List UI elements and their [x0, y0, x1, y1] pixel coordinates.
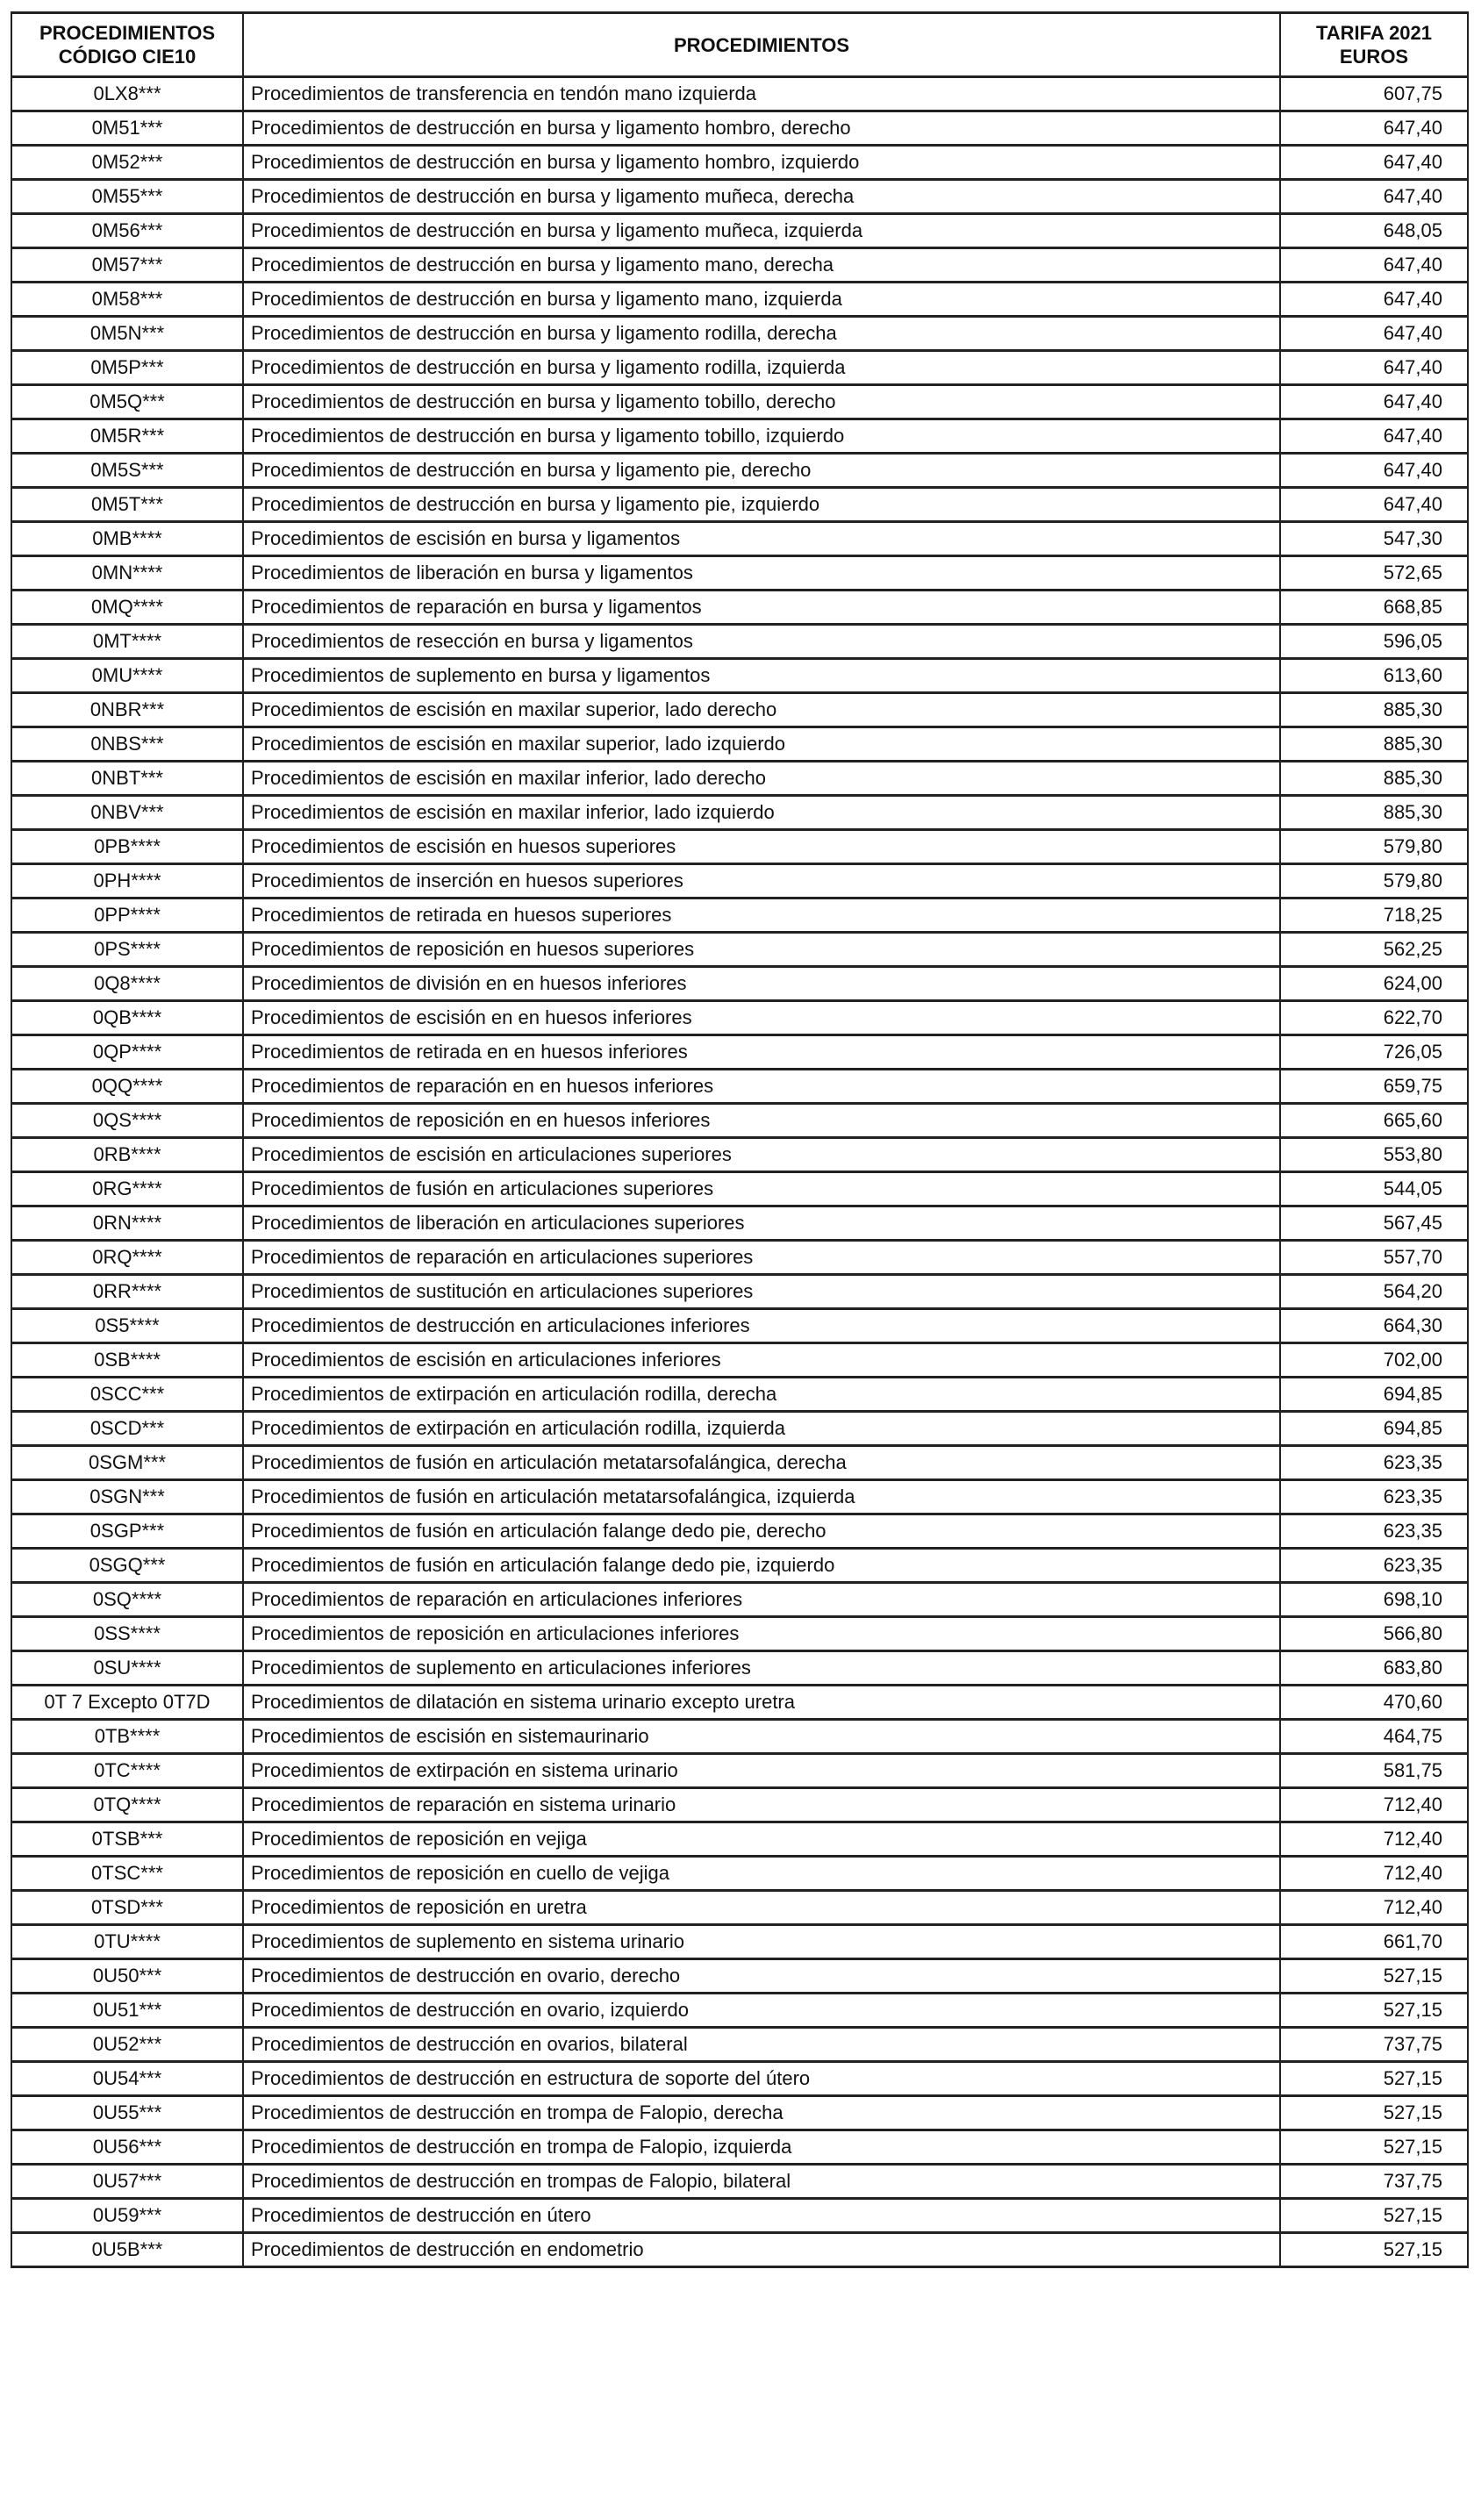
- procedure-cell: Procedimientos de destrucción en bursa y ligamento mano, derecha: [243, 248, 1280, 283]
- table-row: [11, 2199, 1468, 2233]
- price-cell: 544,05: [1280, 1172, 1468, 1206]
- procedure-cell: Procedimientos de destrucción en ovario, derecho: [243, 1959, 1280, 1994]
- code-cell: 0M5S***: [11, 454, 243, 488]
- price-cell: 885,30: [1280, 796, 1468, 830]
- procedure-cell: Procedimientos de reposición en articulaciones inferiores: [243, 1617, 1280, 1651]
- table-row: [11, 864, 1468, 898]
- price-cell: 647,40: [1280, 351, 1468, 385]
- price-cell: 623,35: [1280, 1446, 1468, 1480]
- table-row: [11, 180, 1468, 214]
- procedure-cell: Procedimientos de reposición en cuello de vejiga: [243, 1857, 1280, 1891]
- table-row: [11, 111, 1468, 146]
- table-row: [11, 1343, 1468, 1378]
- table-row: [11, 2062, 1468, 2096]
- table-row: [11, 1925, 1468, 1959]
- procedure-cell: Procedimientos de destrucción en bursa y ligamento hombro, izquierdo: [243, 146, 1280, 180]
- price-cell: 648,05: [1280, 214, 1468, 248]
- code-cell: 0TQ****: [11, 1788, 243, 1822]
- procedure-cell: Procedimientos de destrucción en estructura de soporte del útero: [243, 2062, 1280, 2096]
- code-cell: 0U56***: [11, 2130, 243, 2165]
- code-cell: 0SCC***: [11, 1378, 243, 1412]
- procedure-cell: Procedimientos de destrucción en trompa de Falopio, izquierda: [243, 2130, 1280, 2165]
- table-row: [11, 1172, 1468, 1206]
- code-cell: 0U57***: [11, 2165, 243, 2199]
- procedure-cell: Procedimientos de retirada en en huesos inferiores: [243, 1035, 1280, 1070]
- price-cell: 579,80: [1280, 830, 1468, 864]
- table-row: [11, 1720, 1468, 1754]
- procedure-cell: Procedimientos de reposición en vejiga: [243, 1822, 1280, 1857]
- price-cell: 527,15: [1280, 1994, 1468, 2028]
- code-cell: 0QS****: [11, 1104, 243, 1138]
- procedure-cell: Procedimientos de escisión en maxilar inferior, lado derecho: [243, 762, 1280, 796]
- procedure-cell: Procedimientos de escisión en bursa y ligamentos: [243, 522, 1280, 556]
- procedure-cell: Procedimientos de destrucción en endometrio: [243, 2233, 1280, 2267]
- table-row: [11, 1583, 1468, 1617]
- price-cell: 647,40: [1280, 454, 1468, 488]
- code-cell: 0RB****: [11, 1138, 243, 1172]
- code-cell: 0SB****: [11, 1343, 243, 1378]
- price-cell: 664,30: [1280, 1309, 1468, 1343]
- price-cell: 581,75: [1280, 1754, 1468, 1788]
- table-row: [11, 1412, 1468, 1446]
- price-cell: 607,75: [1280, 77, 1468, 111]
- procedure-cell: Procedimientos de reposición en uretra: [243, 1891, 1280, 1925]
- code-cell: 0TSB***: [11, 1822, 243, 1857]
- code-cell: 0QQ****: [11, 1070, 243, 1104]
- procedure-cell: Procedimientos de sustitución en articulaciones superiores: [243, 1275, 1280, 1309]
- price-cell: 623,35: [1280, 1480, 1468, 1514]
- procedure-cell: Procedimientos de transferencia en tendón mano izquierda: [243, 77, 1280, 111]
- code-cell: 0U54***: [11, 2062, 243, 2096]
- procedure-cell: Procedimientos de destrucción en bursa y ligamento hombro, derecho: [243, 111, 1280, 146]
- procedure-cell: Procedimientos de reparación en en huesos inferiores: [243, 1070, 1280, 1104]
- table-row: [11, 1788, 1468, 1822]
- procedure-cell: Procedimientos de reparación en sistema urinario: [243, 1788, 1280, 1822]
- price-cell: 527,15: [1280, 1959, 1468, 1994]
- table-row: [11, 522, 1468, 556]
- header-price-line2: EUROS: [1339, 46, 1409, 68]
- code-cell: 0SGQ***: [11, 1549, 243, 1583]
- code-cell: 0PP****: [11, 898, 243, 933]
- table-row: [11, 1480, 1468, 1514]
- table-row: [11, 2165, 1468, 2199]
- table-row: [11, 419, 1468, 454]
- procedure-cell: Procedimientos de resección en bursa y ligamentos: [243, 625, 1280, 659]
- procedure-cell: Procedimientos de destrucción en bursa y ligamento rodilla, derecha: [243, 317, 1280, 351]
- table-row: [11, 1001, 1468, 1035]
- code-cell: 0SQ****: [11, 1583, 243, 1617]
- code-cell: 0Q8****: [11, 967, 243, 1001]
- procedure-cell: Procedimientos de reparación en articulaciones inferiores: [243, 1583, 1280, 1617]
- table-row: [11, 1754, 1468, 1788]
- code-cell: 0RG****: [11, 1172, 243, 1206]
- table-row: [11, 1822, 1468, 1857]
- table-row: [11, 2096, 1468, 2130]
- table-row: [11, 2028, 1468, 2062]
- procedure-cell: Procedimientos de extirpación en articulación rodilla, derecha: [243, 1378, 1280, 1412]
- header-price: [1280, 13, 1468, 77]
- code-cell: 0M5P***: [11, 351, 243, 385]
- price-cell: 683,80: [1280, 1651, 1468, 1686]
- table-row: [11, 762, 1468, 796]
- table-row: [11, 77, 1468, 111]
- price-cell: 623,35: [1280, 1549, 1468, 1583]
- price-cell: 659,75: [1280, 1070, 1468, 1104]
- price-cell: 527,15: [1280, 2130, 1468, 2165]
- code-cell: 0NBT***: [11, 762, 243, 796]
- code-cell: 0PS****: [11, 933, 243, 967]
- procedure-cell: Procedimientos de extirpación en articulación rodilla, izquierda: [243, 1412, 1280, 1446]
- code-cell: 0RQ****: [11, 1241, 243, 1275]
- code-cell: 0SGP***: [11, 1514, 243, 1549]
- code-cell: 0NBR***: [11, 693, 243, 727]
- price-cell: 647,40: [1280, 180, 1468, 214]
- code-cell: 0M5R***: [11, 419, 243, 454]
- code-cell: 0NBV***: [11, 796, 243, 830]
- price-cell: 623,35: [1280, 1514, 1468, 1549]
- price-cell: 579,80: [1280, 864, 1468, 898]
- price-cell: 464,75: [1280, 1720, 1468, 1754]
- table-row: [11, 1651, 1468, 1686]
- procedure-cell: Procedimientos de destrucción en trompa de Falopio, derecha: [243, 2096, 1280, 2130]
- price-cell: 702,00: [1280, 1343, 1468, 1378]
- table-row: [11, 1206, 1468, 1241]
- table-row: [11, 830, 1468, 864]
- procedure-cell: Procedimientos de destrucción en bursa y ligamento pie, derecho: [243, 454, 1280, 488]
- table-row: [11, 1959, 1468, 1994]
- price-cell: 885,30: [1280, 727, 1468, 762]
- procedure-cell: Procedimientos de destrucción en articulaciones inferiores: [243, 1309, 1280, 1343]
- procedure-cell: Procedimientos de destrucción en útero: [243, 2199, 1280, 2233]
- code-cell: 0M5T***: [11, 488, 243, 522]
- price-cell: 624,00: [1280, 967, 1468, 1001]
- table-row: [11, 1035, 1468, 1070]
- code-cell: 0TU****: [11, 1925, 243, 1959]
- procedure-cell: Procedimientos de reposición en en huesos inferiores: [243, 1104, 1280, 1138]
- table-row: [11, 248, 1468, 283]
- price-cell: 553,80: [1280, 1138, 1468, 1172]
- procedure-cell: Procedimientos de dilatación en sistema urinario excepto uretra: [243, 1686, 1280, 1720]
- price-cell: 647,40: [1280, 248, 1468, 283]
- procedure-cell: Procedimientos de destrucción en bursa y ligamento mano, izquierda: [243, 283, 1280, 317]
- procedure-cell: Procedimientos de destrucción en ovarios, bilateral: [243, 2028, 1280, 2062]
- table-row: [11, 385, 1468, 419]
- code-cell: 0M55***: [11, 180, 243, 214]
- table-row: [11, 283, 1468, 317]
- price-cell: 622,70: [1280, 1001, 1468, 1035]
- price-cell: 647,40: [1280, 146, 1468, 180]
- code-cell: 0M56***: [11, 214, 243, 248]
- price-cell: 647,40: [1280, 419, 1468, 454]
- price-cell: 647,40: [1280, 317, 1468, 351]
- table-row: [11, 967, 1468, 1001]
- price-cell: 694,85: [1280, 1378, 1468, 1412]
- table-row: [11, 1104, 1468, 1138]
- table-row: [11, 933, 1468, 967]
- price-cell: 527,15: [1280, 2062, 1468, 2096]
- header-code: [11, 13, 243, 77]
- table-row: [11, 1994, 1468, 2028]
- procedure-cell: Procedimientos de destrucción en bursa y ligamento muñeca, derecha: [243, 180, 1280, 214]
- code-cell: 0M58***: [11, 283, 243, 317]
- procedure-cell: Procedimientos de reparación en bursa y ligamentos: [243, 591, 1280, 625]
- table-row: [11, 1549, 1468, 1583]
- price-cell: 712,40: [1280, 1891, 1468, 1925]
- table-row: [11, 1891, 1468, 1925]
- price-cell: 572,65: [1280, 556, 1468, 591]
- tariff-table: [11, 11, 1469, 2268]
- procedure-cell: Procedimientos de fusión en articulación falange dedo pie, izquierdo: [243, 1549, 1280, 1583]
- header-row: [11, 13, 1468, 77]
- code-cell: 0U5B***: [11, 2233, 243, 2267]
- procedure-cell: Procedimientos de escisión en articulaciones inferiores: [243, 1343, 1280, 1378]
- procedure-cell: Procedimientos de destrucción en trompas de Falopio, bilateral: [243, 2165, 1280, 2199]
- procedure-cell: Procedimientos de escisión en en huesos inferiores: [243, 1001, 1280, 1035]
- header-code-line2: CÓDIGO CIE10: [58, 46, 197, 68]
- price-cell: 567,45: [1280, 1206, 1468, 1241]
- header-price-line1: TARIFA 2021: [1315, 22, 1433, 44]
- code-cell: 0MQ****: [11, 591, 243, 625]
- code-cell: 0T 7 Excepto 0T7D: [11, 1686, 243, 1720]
- table-row: [11, 693, 1468, 727]
- table-row: [11, 1241, 1468, 1275]
- code-cell: 0MB****: [11, 522, 243, 556]
- price-cell: 647,40: [1280, 111, 1468, 146]
- procedure-cell: Procedimientos de destrucción en ovario, izquierdo: [243, 1994, 1280, 2028]
- price-cell: 647,40: [1280, 283, 1468, 317]
- code-cell: 0TSD***: [11, 1891, 243, 1925]
- price-cell: 737,75: [1280, 2165, 1468, 2199]
- procedure-cell: Procedimientos de fusión en articulaciones superiores: [243, 1172, 1280, 1206]
- code-cell: 0MU****: [11, 659, 243, 693]
- table-row: [11, 796, 1468, 830]
- procedure-cell: Procedimientos de escisión en maxilar superior, lado derecho: [243, 693, 1280, 727]
- procedure-cell: Procedimientos de destrucción en bursa y ligamento tobillo, derecho: [243, 385, 1280, 419]
- procedure-cell: Procedimientos de escisión en sistemaurinario: [243, 1720, 1280, 1754]
- procedure-cell: Procedimientos de reparación en articulaciones superiores: [243, 1241, 1280, 1275]
- code-cell: 0U59***: [11, 2199, 243, 2233]
- price-cell: 665,60: [1280, 1104, 1468, 1138]
- code-cell: 0SCD***: [11, 1412, 243, 1446]
- table-row: [11, 898, 1468, 933]
- code-cell: 0SU****: [11, 1651, 243, 1686]
- price-cell: 712,40: [1280, 1822, 1468, 1857]
- procedure-cell: Procedimientos de división en en huesos inferiores: [243, 967, 1280, 1001]
- price-cell: 726,05: [1280, 1035, 1468, 1070]
- code-cell: 0M57***: [11, 248, 243, 283]
- procedure-cell: Procedimientos de suplemento en articulaciones inferiores: [243, 1651, 1280, 1686]
- table-row: [11, 556, 1468, 591]
- code-cell: 0RR****: [11, 1275, 243, 1309]
- code-cell: 0U51***: [11, 1994, 243, 2028]
- table-row: [11, 488, 1468, 522]
- code-cell: 0U50***: [11, 1959, 243, 1994]
- code-cell: 0SGM***: [11, 1446, 243, 1480]
- procedure-cell: Procedimientos de suplemento en bursa y ligamentos: [243, 659, 1280, 693]
- procedure-cell: Procedimientos de destrucción en bursa y ligamento pie, izquierdo: [243, 488, 1280, 522]
- table-row: [11, 214, 1468, 248]
- price-cell: 647,40: [1280, 385, 1468, 419]
- price-cell: 885,30: [1280, 693, 1468, 727]
- price-cell: 613,60: [1280, 659, 1468, 693]
- code-cell: 0M5Q***: [11, 385, 243, 419]
- table-row: [11, 2130, 1468, 2165]
- code-cell: 0PH****: [11, 864, 243, 898]
- code-cell: 0NBS***: [11, 727, 243, 762]
- table-row: [11, 317, 1468, 351]
- table-row: [11, 1378, 1468, 1412]
- code-cell: 0MT****: [11, 625, 243, 659]
- code-cell: 0TSC***: [11, 1857, 243, 1891]
- procedure-cell: Procedimientos de retirada en huesos superiores: [243, 898, 1280, 933]
- table-row: [11, 659, 1468, 693]
- table-row: [11, 727, 1468, 762]
- procedure-cell: Procedimientos de escisión en articulaciones superiores: [243, 1138, 1280, 1172]
- price-cell: 737,75: [1280, 2028, 1468, 2062]
- procedure-cell: Procedimientos de liberación en articulaciones superiores: [243, 1206, 1280, 1241]
- header-code-line1: PROCEDIMIENTOS: [39, 22, 216, 44]
- price-cell: 718,25: [1280, 898, 1468, 933]
- table-row: [11, 2233, 1468, 2267]
- code-cell: 0S5****: [11, 1309, 243, 1343]
- code-cell: 0M5N***: [11, 317, 243, 351]
- procedure-cell: Procedimientos de destrucción en bursa y ligamento tobillo, izquierdo: [243, 419, 1280, 454]
- procedure-cell: Procedimientos de fusión en articulación metatarsofalángica, derecha: [243, 1446, 1280, 1480]
- code-cell: 0M51***: [11, 111, 243, 146]
- table-row: [11, 454, 1468, 488]
- table-row: [11, 1070, 1468, 1104]
- code-cell: 0QP****: [11, 1035, 243, 1070]
- price-cell: 647,40: [1280, 488, 1468, 522]
- price-cell: 885,30: [1280, 762, 1468, 796]
- code-cell: 0PB****: [11, 830, 243, 864]
- code-cell: 0M52***: [11, 146, 243, 180]
- procedure-cell: Procedimientos de fusión en articulación metatarsofalángica, izquierda: [243, 1480, 1280, 1514]
- procedure-cell: Procedimientos de inserción en huesos superiores: [243, 864, 1280, 898]
- procedure-cell: Procedimientos de suplemento en sistema urinario: [243, 1925, 1280, 1959]
- price-cell: 470,60: [1280, 1686, 1468, 1720]
- procedure-cell: Procedimientos de destrucción en bursa y ligamento rodilla, izquierda: [243, 351, 1280, 385]
- table-row: [11, 1857, 1468, 1891]
- code-cell: 0TB****: [11, 1720, 243, 1754]
- procedure-cell: Procedimientos de destrucción en bursa y ligamento muñeca, izquierda: [243, 214, 1280, 248]
- header-procedure: PROCEDIMIENTOS: [243, 13, 1280, 77]
- table-row: [11, 1617, 1468, 1651]
- procedure-cell: Procedimientos de escisión en huesos superiores: [243, 830, 1280, 864]
- table-row: [11, 1275, 1468, 1309]
- procedure-cell: Procedimientos de fusión en articulación falange dedo pie, derecho: [243, 1514, 1280, 1549]
- price-cell: 527,15: [1280, 2096, 1468, 2130]
- price-cell: 661,70: [1280, 1925, 1468, 1959]
- table-row: [11, 1138, 1468, 1172]
- price-cell: 596,05: [1280, 625, 1468, 659]
- code-cell: 0MN****: [11, 556, 243, 591]
- table-row: [11, 1514, 1468, 1549]
- price-cell: 564,20: [1280, 1275, 1468, 1309]
- table-row: [11, 1446, 1468, 1480]
- price-cell: 668,85: [1280, 591, 1468, 625]
- price-cell: 557,70: [1280, 1241, 1468, 1275]
- price-cell: 547,30: [1280, 522, 1468, 556]
- procedure-cell: Procedimientos de extirpación en sistema urinario: [243, 1754, 1280, 1788]
- price-cell: 712,40: [1280, 1788, 1468, 1822]
- code-cell: 0U55***: [11, 2096, 243, 2130]
- table-row: [11, 351, 1468, 385]
- code-cell: 0U52***: [11, 2028, 243, 2062]
- code-cell: 0SS****: [11, 1617, 243, 1651]
- procedure-cell: Procedimientos de escisión en maxilar inferior, lado izquierdo: [243, 796, 1280, 830]
- procedure-cell: Procedimientos de escisión en maxilar superior, lado izquierdo: [243, 727, 1280, 762]
- price-cell: 527,15: [1280, 2233, 1468, 2267]
- table-row: [11, 625, 1468, 659]
- price-cell: 712,40: [1280, 1857, 1468, 1891]
- procedure-cell: Procedimientos de reposición en huesos superiores: [243, 933, 1280, 967]
- procedure-cell: Procedimientos de liberación en bursa y ligamentos: [243, 556, 1280, 591]
- code-cell: 0TC****: [11, 1754, 243, 1788]
- price-cell: 562,25: [1280, 933, 1468, 967]
- price-cell: 527,15: [1280, 2199, 1468, 2233]
- price-cell: 566,80: [1280, 1617, 1468, 1651]
- code-cell: 0RN****: [11, 1206, 243, 1241]
- table-row: [11, 1309, 1468, 1343]
- table-row: [11, 591, 1468, 625]
- code-cell: 0QB****: [11, 1001, 243, 1035]
- price-cell: 698,10: [1280, 1583, 1468, 1617]
- code-cell: 0SGN***: [11, 1480, 243, 1514]
- code-cell: 0LX8***: [11, 77, 243, 111]
- price-cell: 694,85: [1280, 1412, 1468, 1446]
- table-row: [11, 1686, 1468, 1720]
- table-row: [11, 146, 1468, 180]
